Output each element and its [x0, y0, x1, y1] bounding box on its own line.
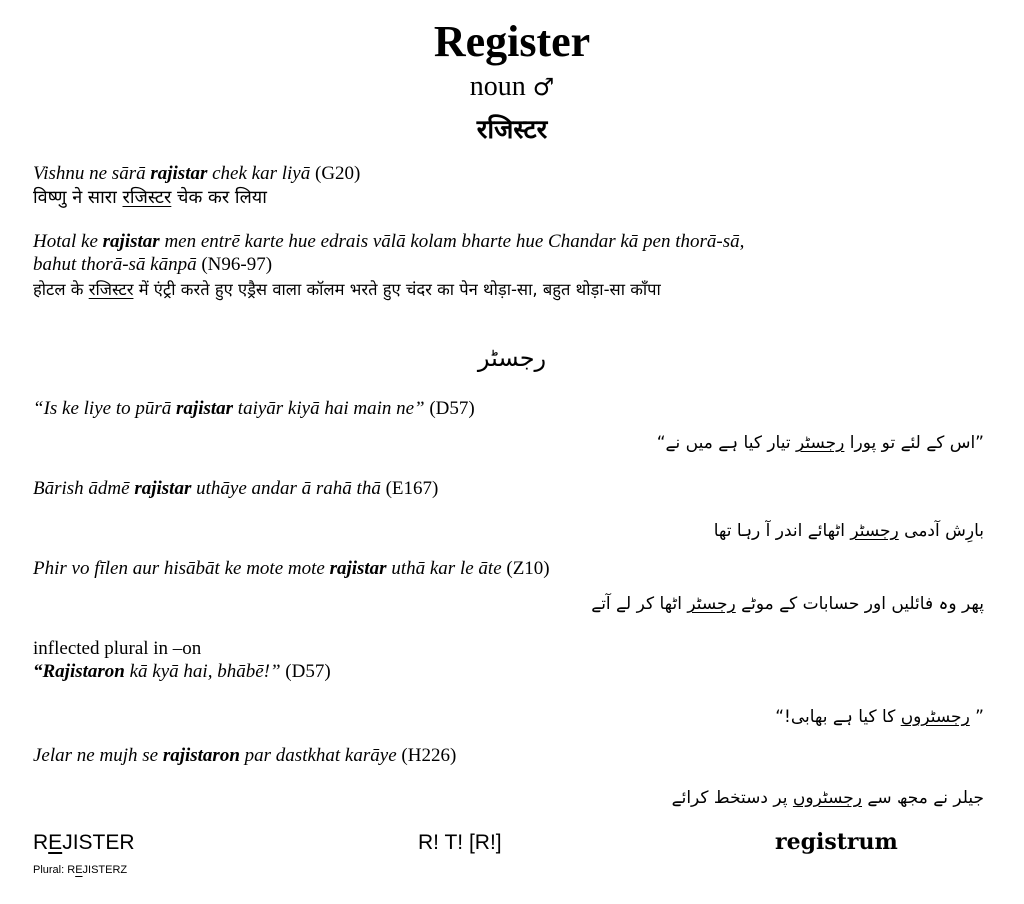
male-gender-icon: ♂: [532, 73, 555, 101]
plural-note: inflected plural in –on: [33, 638, 202, 659]
example-urdu: پھر وہ فائلیں اور حسابات کے موٹے رجسٹر اٹھا کر لے آتے: [591, 594, 984, 614]
part-of-speech: [0, 70, 1024, 104]
example-translit: Hotal ke rajistar men entrē karte hue edrais vālā kolam bharte hue Chandar kā pen thorā-sā,: [33, 231, 745, 252]
example-translit: Jelar ne mujh se rajistaron par dastkhat karāye (H226): [33, 745, 457, 766]
example-translit: Bārish ādmē rajistar uthāye andar ā rahā thā (E167): [33, 478, 439, 499]
example-urdu: ”اس کے لئے تو پورا رجسٹر تیار کیا ہے میں نے“: [656, 433, 984, 453]
example-translit: Phir vo fīlen aur hisābāt ke mote mote rajistar uthā kar le āte (Z10): [33, 558, 550, 579]
headword: Register: [433, 17, 591, 66]
example-translit: Vishnu ne sārā rajistar chek kar liyā (G20): [33, 163, 361, 184]
example-translit: “Rajistaron kā kyā hai, bhābē!” (D57): [33, 661, 331, 682]
example-translit-cont: bahut thorā-sā kānpā (N96-97): [33, 254, 273, 275]
respelling: REJISTER: [33, 831, 135, 854]
pos-label: noun: [469, 71, 526, 102]
devanagari-headword: रजिस्टर: [476, 115, 548, 145]
example-hindi: विष्णु ने सारा रजिस्टर चेक कर लिया: [33, 187, 267, 208]
example-translit: “Is ke liye to pūrā rajistar taiyār kiyā hai main ne” (D57): [33, 398, 475, 419]
example-urdu: جیلر نے مجھ سے رجسٹروں پر دستخط کرائے: [671, 788, 984, 808]
example-urdu: ” رجسٹروں کا کیا ہے بھابی!“: [775, 707, 984, 727]
example-hindi: होटल के रजिस्टर में एंट्री करते हुए एड्रैस वाला कॉलम भरते हुए चंदर का पेन थोड़ा-सा, बहुत थोड़ा-सा काँपा: [33, 280, 661, 299]
urdu-headword: رجسٹر: [477, 344, 547, 372]
respelling-plural: Plural: REJISTERZ: [33, 864, 128, 876]
etymon: registrum: [775, 829, 898, 855]
pronunciation: R! T! [R!]: [418, 831, 502, 854]
example-urdu: بارِش آدمی رجسٹر اٹھائے اندر آ رہا تھا: [713, 521, 984, 541]
